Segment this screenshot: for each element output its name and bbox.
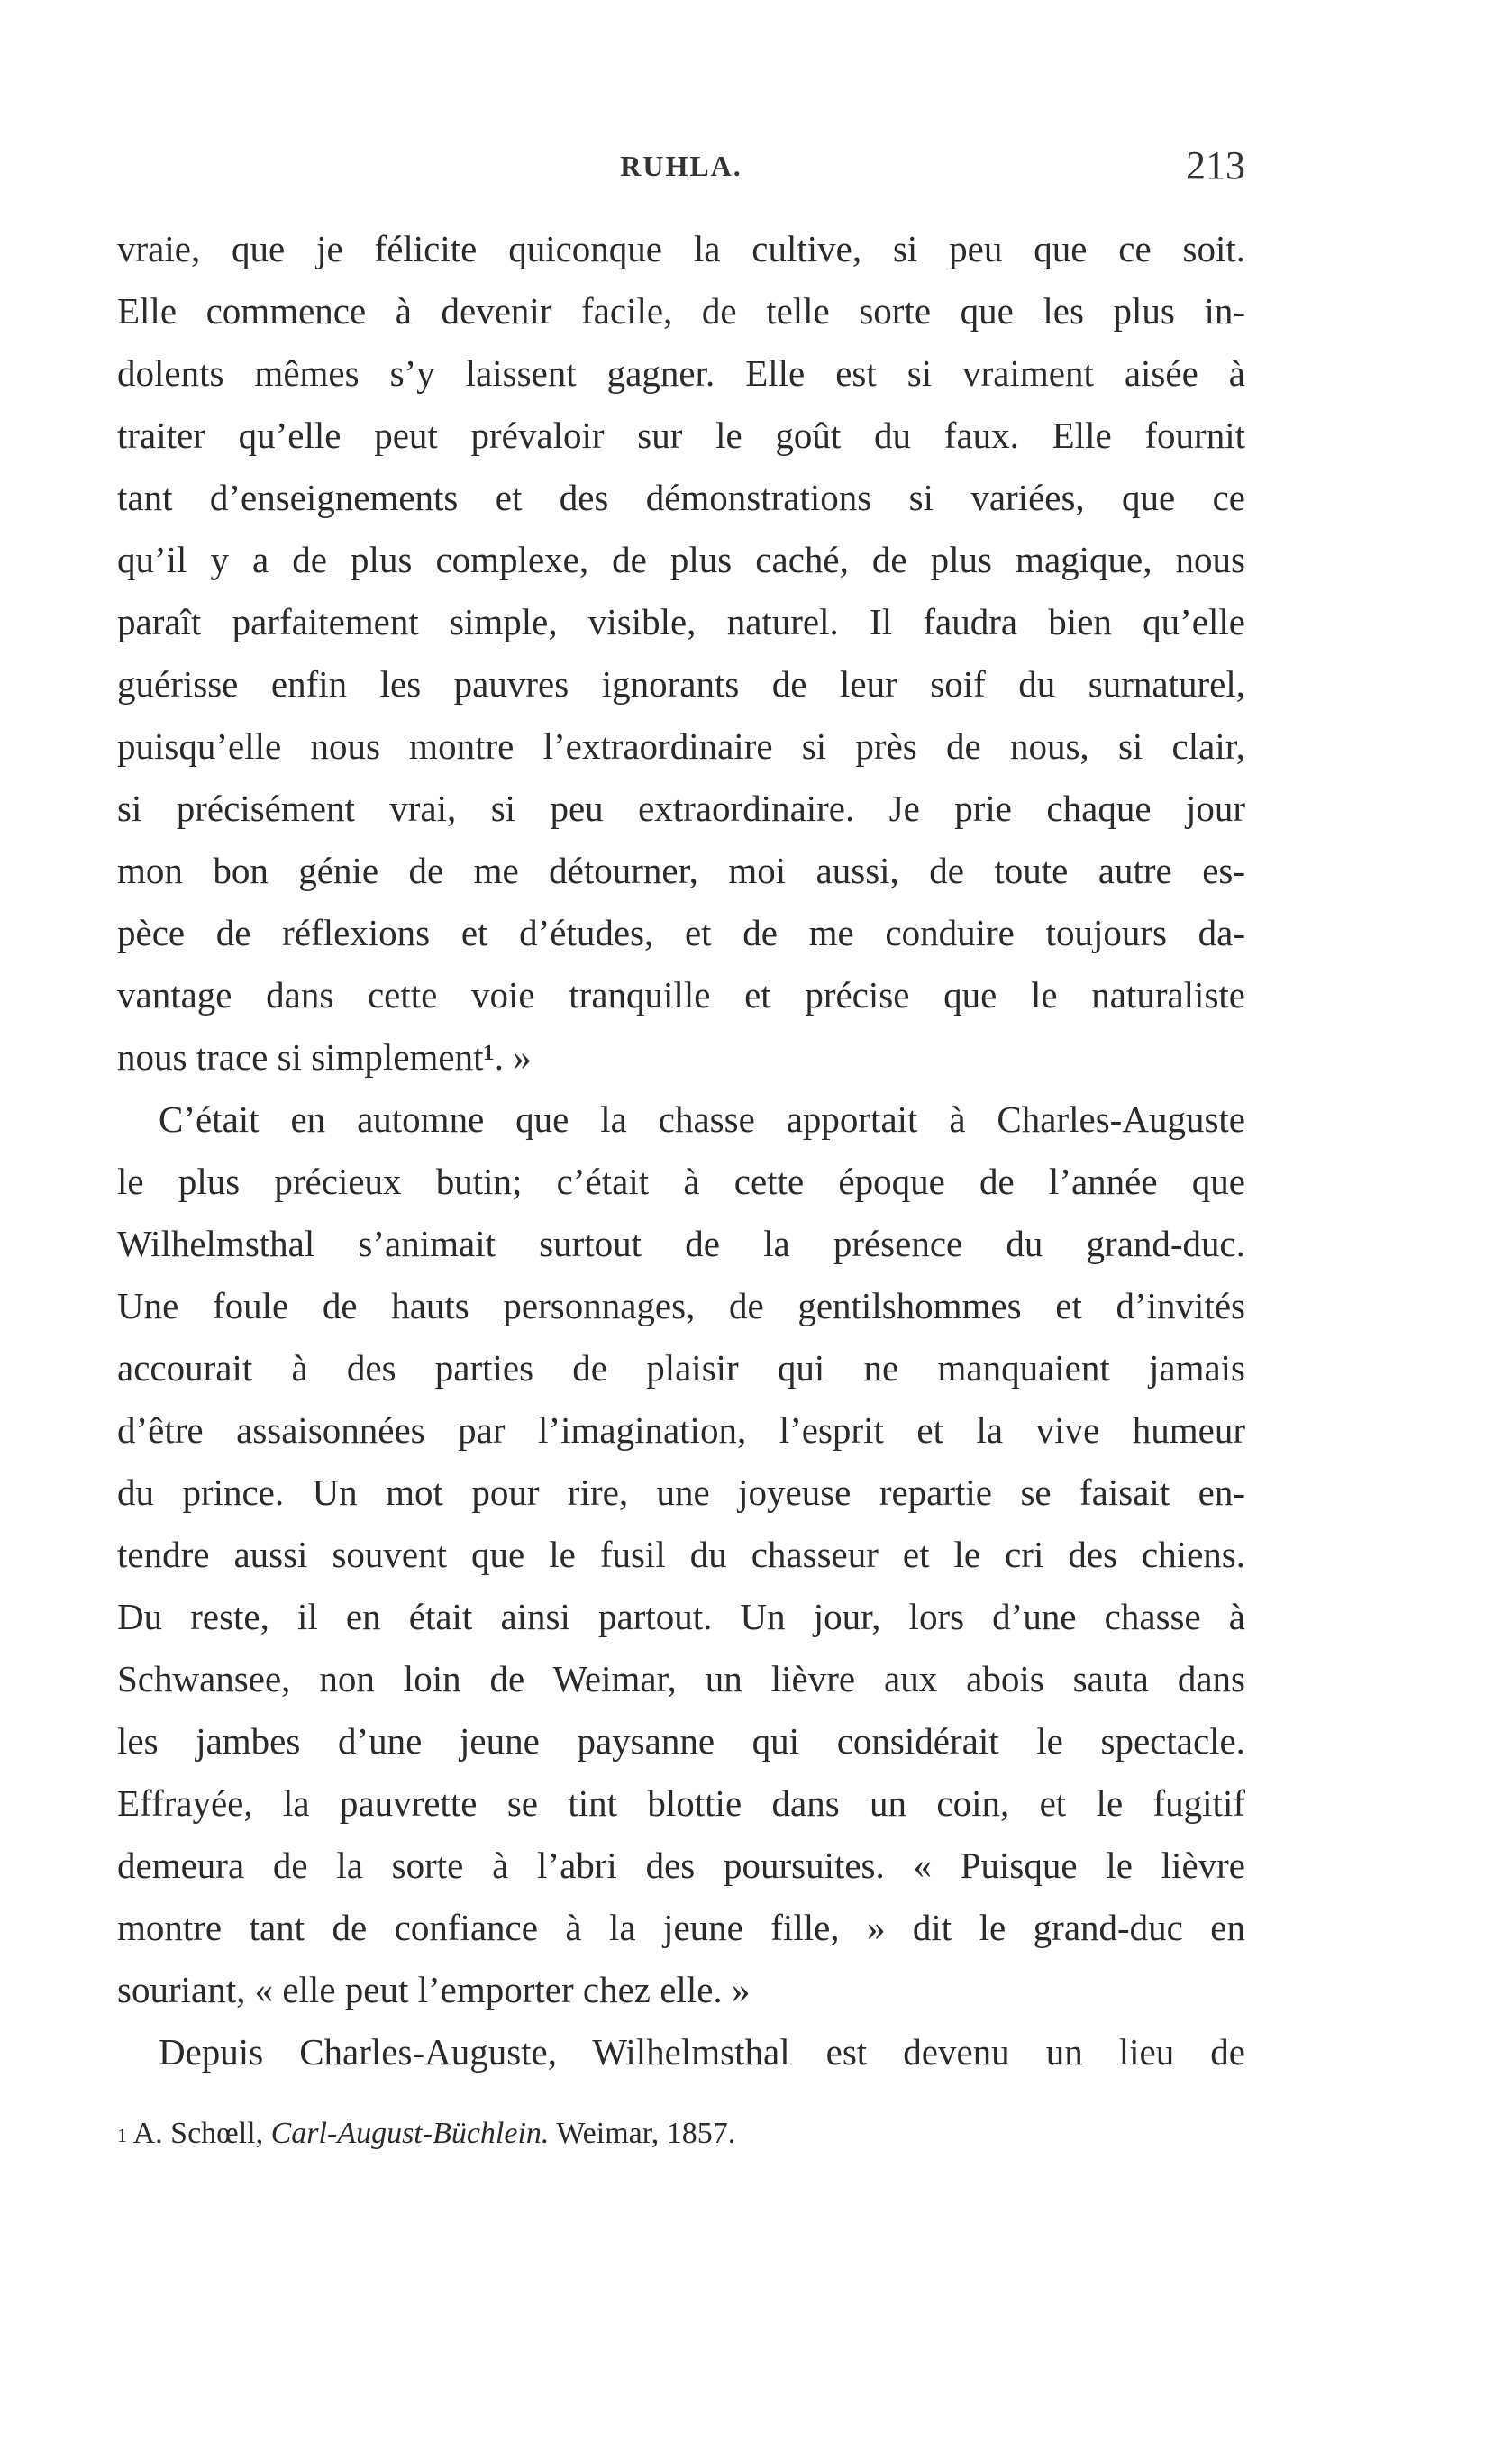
page-number: 213 bbox=[1186, 143, 1245, 187]
text-line: dolents mêmes s’y laissent gagner. Elle est si vraiment aisée à bbox=[117, 352, 1245, 394]
text-line: tant d’enseignements et des démonstrations si variées, que ce bbox=[117, 477, 1245, 518]
text-line: les jambes d’une jeune paysanne qui considérait le spectacle. bbox=[117, 1720, 1245, 1762]
text-line: pèce de réflexions et d’études, et de me conduire toujours da- bbox=[117, 912, 1245, 953]
text-line: Depuis Charles-Auguste, Wilhelmsthal est devenu un lieu de bbox=[159, 2031, 1245, 2073]
text-line: puisqu’elle nous montre l’extraordinaire si près de nous, si clair, bbox=[117, 725, 1245, 767]
footnote bbox=[117, 2114, 1245, 2154]
text-line: demeura de la sorte à l’abri des poursuites. « Puisque le lièvre bbox=[117, 1845, 1245, 1886]
text-line: du prince. Un mot pour rire, une joyeuse repartie se faisait en- bbox=[117, 1471, 1245, 1513]
running-title: RUHLA. bbox=[620, 150, 742, 182]
text-line: nous trace si simplement¹. » bbox=[117, 1036, 532, 1078]
text-line: le plus précieux butin; c’était à cette époque de l’année que bbox=[117, 1161, 1245, 1202]
text-line: paraît parfaitement simple, visible, naturel. Il faudra bien qu’elle bbox=[117, 601, 1245, 642]
footnote-place-date: Weimar, 1857. bbox=[556, 2117, 736, 2150]
text-line: vantage dans cette voie tranquille et précise que le naturaliste bbox=[117, 974, 1245, 1016]
body-text bbox=[117, 218, 1245, 2083]
text-line: C’était en automne que la chasse apportait à Charles-Auguste bbox=[159, 1098, 1245, 1140]
text-line: accourait à des parties de plaisir qui ne manquaient jamais bbox=[117, 1347, 1245, 1389]
text-line: guérisse enfin les pauvres ignorants de leur soif du surnaturel, bbox=[117, 663, 1245, 705]
text-line: vraie, que je félicite quiconque la cultive, si peu que ce soit. bbox=[117, 228, 1245, 269]
text-line: si précisément vrai, si peu extraordinaire. Je prie chaque jour bbox=[117, 788, 1245, 829]
text-line: souriant, « elle peut l’emporter chez elle. » bbox=[117, 1969, 751, 2010]
text-line: Une foule de hauts personnages, de gentilshommes et d’invités bbox=[117, 1285, 1245, 1326]
text-line: Elle commence à devenir facile, de telle sorte que les plus in- bbox=[117, 290, 1245, 332]
text-line: tendre aussi souvent que le fusil du chasseur et le cri des chiens. bbox=[117, 1534, 1245, 1575]
text-line: montre tant de confiance à la jeune fille, » dit le grand-duc en bbox=[117, 1907, 1245, 1948]
running-head bbox=[117, 142, 1245, 196]
footnote-marker: 1 bbox=[117, 2124, 127, 2146]
text-line: traiter qu’elle peut prévaloir sur le goût du faux. Elle fournit bbox=[117, 415, 1245, 456]
text-line: d’être assaisonnées par l’imagination, l’esprit et la vive humeur bbox=[117, 1409, 1245, 1451]
text-line: Effrayée, la pauvrette se tint blottie dans un coin, et le fugitif bbox=[117, 1782, 1245, 1824]
text-line: Schwansee, non loin de Weimar, un lièvre aux abois sauta dans bbox=[117, 1658, 1245, 1699]
text-line: mon bon génie de me détourner, moi aussi, de toute autre es- bbox=[117, 850, 1245, 891]
footnote-title: Carl-August-Büchlein. bbox=[270, 2117, 550, 2150]
text-line: Wilhelmsthal s’animait surtout de la présence du grand-duc. bbox=[117, 1223, 1245, 1264]
footnote-author: A. Schœll, bbox=[132, 2117, 264, 2150]
text-line: qu’il y a de plus complexe, de plus caché, de plus magique, nous bbox=[117, 539, 1245, 580]
text-line: Du reste, il en était ainsi partout. Un jour, lors d’une chasse à bbox=[117, 1596, 1245, 1637]
